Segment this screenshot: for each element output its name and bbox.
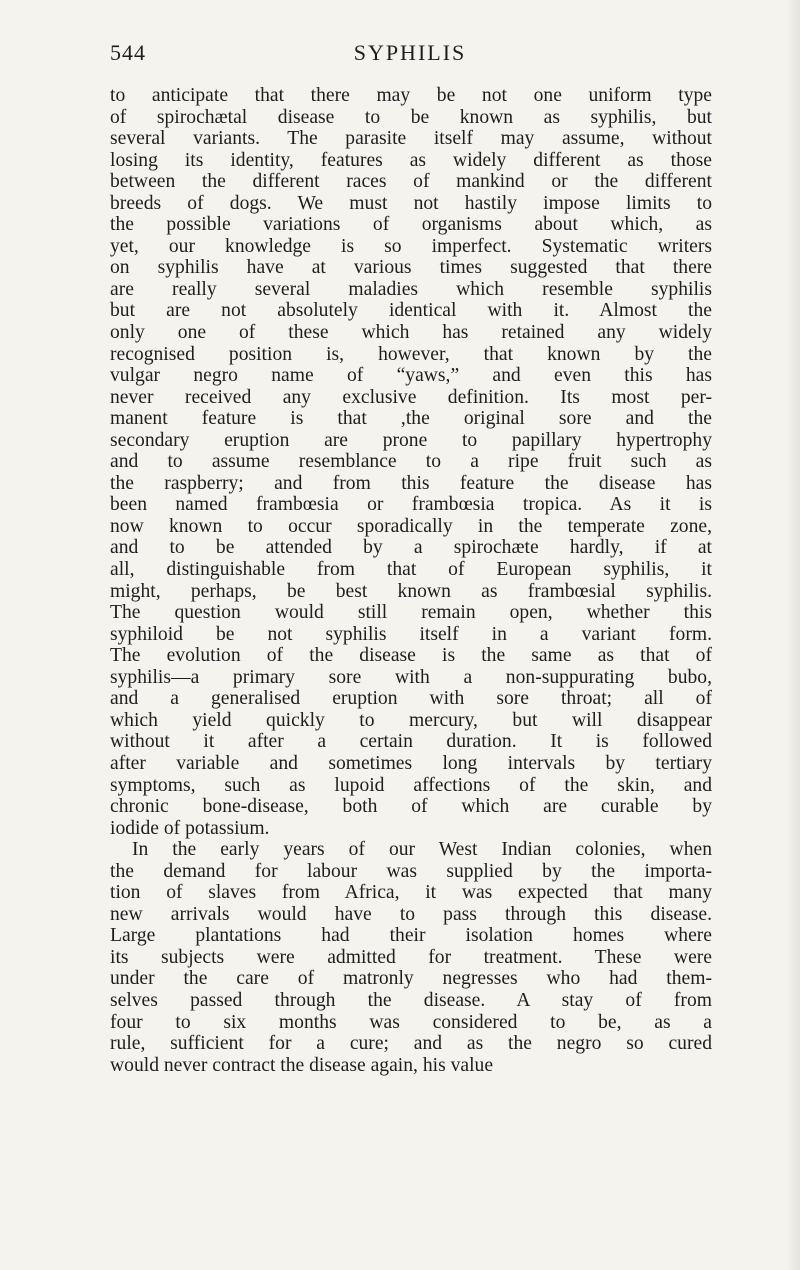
text-line: several variants. The parasite itself may assume, without xyxy=(110,128,712,150)
text-line: between the different races of mankind or the different xyxy=(110,171,712,193)
text-line: under the care of matronly negresses who had them- xyxy=(110,968,712,990)
text-line: The evolution of the disease is the same as that of xyxy=(110,645,712,667)
text-line: recognised position is, however, that known by the xyxy=(110,343,712,365)
text-line: new arrivals would have to pass through this disease. xyxy=(110,903,712,925)
text-line: all, distinguishable from that of European syphilis, it xyxy=(110,559,712,581)
text-line: four to six months was considered to be, as a xyxy=(110,1011,712,1033)
text-line: selves passed through the disease. A stay of from xyxy=(110,989,712,1011)
text-line: manent feature is that ,the original sore and the xyxy=(110,408,712,430)
text-line: which yield quickly to mercury, but will disappear xyxy=(110,709,712,731)
body-text xyxy=(110,85,712,1076)
text-line: yet, our knowledge is so imperfect. Systematic writers xyxy=(110,235,712,257)
text-line: and to assume resemblance to a ripe fruit such as xyxy=(110,451,712,473)
text-line: iodide of potassium. xyxy=(110,817,270,839)
text-line: of spirochætal disease to be known as syphilis, but xyxy=(110,106,712,128)
text-line: now known to occur sporadically in the temperate zone, xyxy=(110,515,712,537)
text-line: Large plantations had their isolation homes where xyxy=(110,925,712,947)
text-line: without it after a certain duration. It is followed xyxy=(110,731,712,753)
text-line: rule, sufficient for a cure; and as the negro so cured xyxy=(110,1033,712,1055)
text-line: after variable and sometimes long intervals by tertiary xyxy=(110,752,712,774)
text-line: tion of slaves from Africa, it was expected that many xyxy=(110,882,712,904)
text-line: its subjects were admitted for treatment. These were xyxy=(110,946,712,968)
text-line: the raspberry; and from this feature the disease has xyxy=(110,472,712,494)
text-line: and to be attended by a spirochæte hardly, if at xyxy=(110,537,712,559)
paragraph xyxy=(110,839,712,1076)
text-line: losing its identity, features as widely different as those xyxy=(110,149,712,171)
text-line: never received any exclusive definition. Its most per- xyxy=(110,386,712,408)
page-number: 544 xyxy=(110,40,146,65)
text-line: syphilis—a primary sore with a non-suppurating bubo, xyxy=(110,666,712,688)
text-line: and a generalised eruption with sore throat; all of xyxy=(110,688,712,710)
text-line: In the early years of our West Indian colonies, when xyxy=(132,839,712,861)
running-title: SYPHILIS xyxy=(353,40,467,65)
page-edge-shadow xyxy=(786,0,800,1270)
text-line: vulgar negro name of “yaws,” and even this has xyxy=(110,365,712,387)
text-line: only one of these which has retained any widely xyxy=(110,322,712,344)
text-line: secondary eruption are prone to papillary hypertrophy xyxy=(110,429,712,451)
text-line: would never contract the disease again, his value xyxy=(110,1054,494,1076)
text-line: might, perhaps, be best known as frambœsial syphilis. xyxy=(110,580,712,602)
text-line: The question would still remain open, whether this xyxy=(110,602,712,624)
page-header xyxy=(110,40,710,80)
text-line: but are not absolutely identical with it. Almost the xyxy=(110,300,712,322)
text-line: breeds of dogs. We must not hastily impose limits to xyxy=(110,192,712,214)
text-line: the possible variations of organisms about which, as xyxy=(110,214,712,236)
text-line: symptoms, such as lupoid affections of the skin, and xyxy=(110,774,712,796)
paragraph xyxy=(110,85,712,839)
text-line: been named frambœsia or frambœsia tropica. As it is xyxy=(110,494,712,516)
text-line: to anticipate that there may be not one uniform type xyxy=(110,85,712,106)
text-line: the demand for labour was supplied by the importa- xyxy=(110,860,712,882)
text-line: chronic bone-disease, both of which are curable by xyxy=(110,796,712,818)
text-line: syphiloid be not syphilis itself in a variant form. xyxy=(110,623,712,645)
text-line: are really several maladies which resemble syphilis xyxy=(110,278,712,300)
text-line: on syphilis have at various times suggested that there xyxy=(110,257,712,279)
